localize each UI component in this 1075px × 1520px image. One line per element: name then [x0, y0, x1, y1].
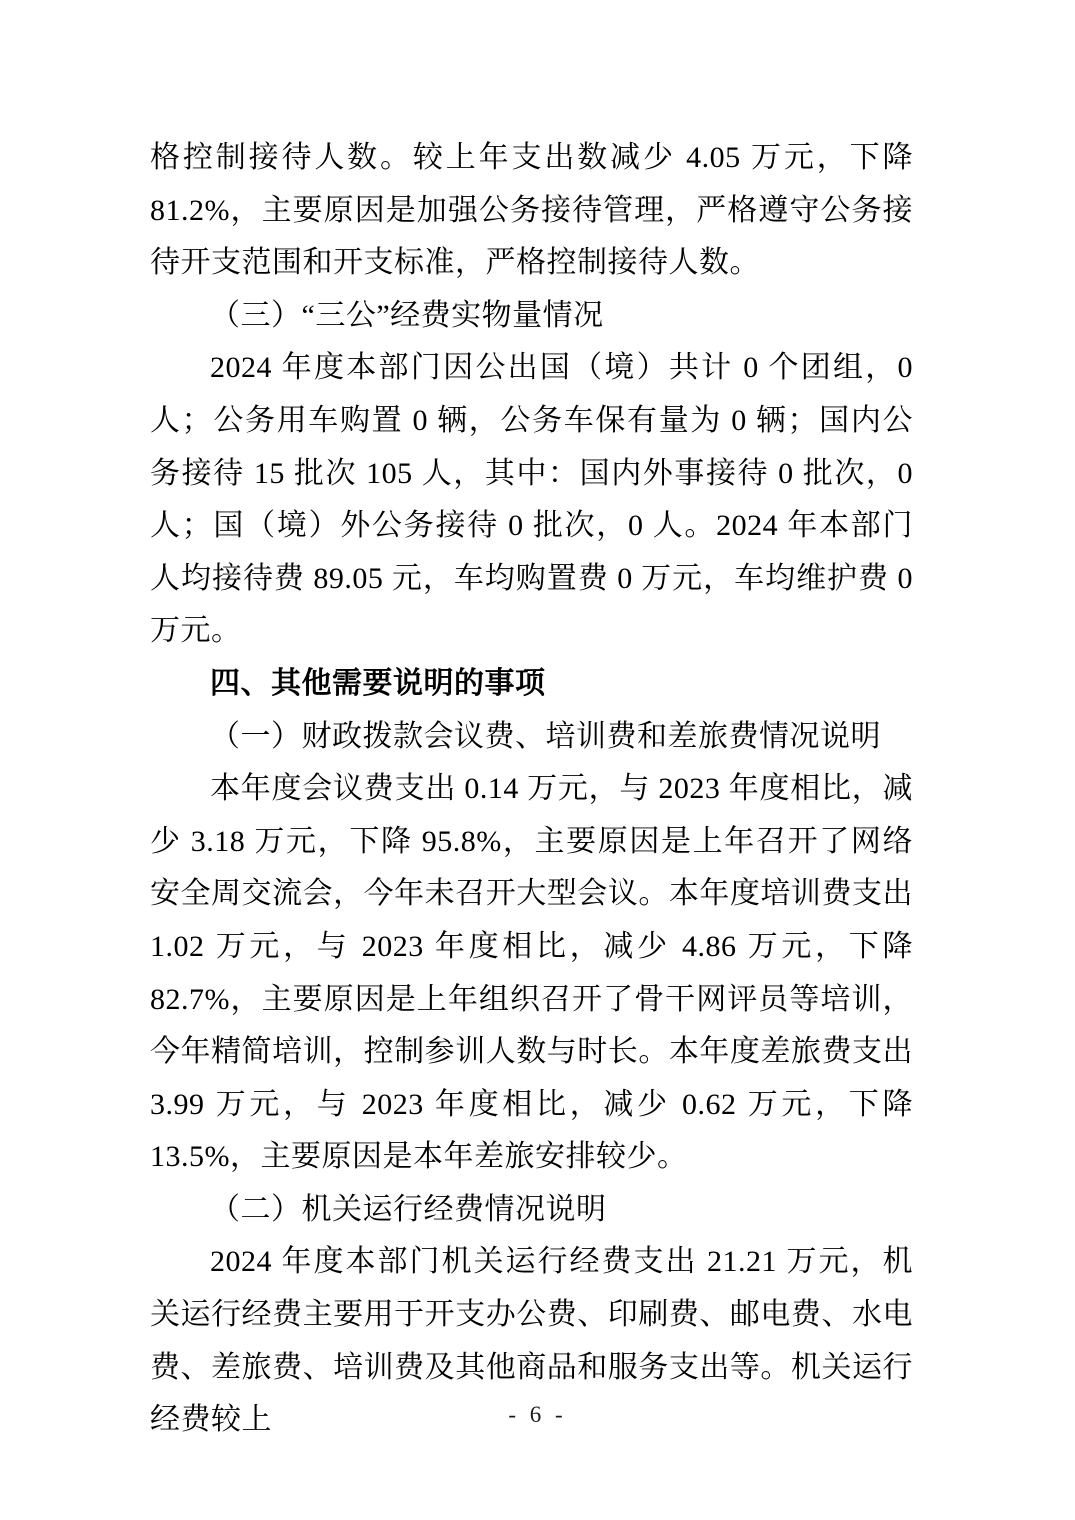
- paragraph-section-three-details: 2024 年度本部门因公出国（境）共计 0 个团组，0 人；公务用车购置 0 辆，公务车保有量为 0 辆；国内公务接待 15 批次 105 人，其中：国内外事接待 0 批次，0 人；国（境）外公务接待 0 批次，0 人。2024 年本部门人均接待费 89.05 元，车均购置费 0 万元，车均维护费 0 万元。: [150, 351, 913, 648]
- paragraph-item-one-details: 本年度会议费支出 0.14 万元，与 2023 年度相比，减少 3.18 万元，下降 95.8%，主要原因是上年召开了网络安全周交流会，今年未召开大型会议。本年度培训费支出 1.02 万元，与 2023 年度相比，减少 4.86 万元，下降 82.7%，主要原因是上年组织召开了骨干网评员等培训，今年精简培训，控制参训人数与时长。本年度差旅费支出 3.99 万元，与 2023 年度相比，减少 0.62 万元，下降 13.5%，主要原因是本年差旅安排较少。: [150, 772, 913, 1174]
- heading-item-two-agency-operating-funds: （二）机关运行经费情况说明: [210, 1192, 607, 1226]
- heading-part-four-other-matters: 四、其他需要说明的事项: [210, 666, 546, 700]
- heading-section-three-public-expense-quantities: （三）“三公”经费实物量情况: [210, 298, 604, 332]
- paragraph-item-two-details: 2024 年度本部门机关运行经费支出 21.21 万元，机关运行经费主要用于开支办公费、印刷费、邮电费、水电费、差旅费、培训费及其他商品和服务支出等。机关运行经费较上: [150, 1245, 913, 1437]
- document-content: [150, 132, 913, 1447]
- page-number: - 6 -: [508, 1402, 567, 1427]
- page-footer: [0, 1402, 1075, 1428]
- paragraph-hospitality-continuation: 格控制接待人数。较上年支出数减少 4.05 万元，下降 81.2%，主要原因是加强公务接待管理，严格遵守公务接待开支范围和开支标准，严格控制接待人数。: [150, 141, 913, 280]
- heading-item-one-meeting-training-travel-fees: （一）财政拨款会议费、培训费和差旅费情况说明: [210, 719, 881, 753]
